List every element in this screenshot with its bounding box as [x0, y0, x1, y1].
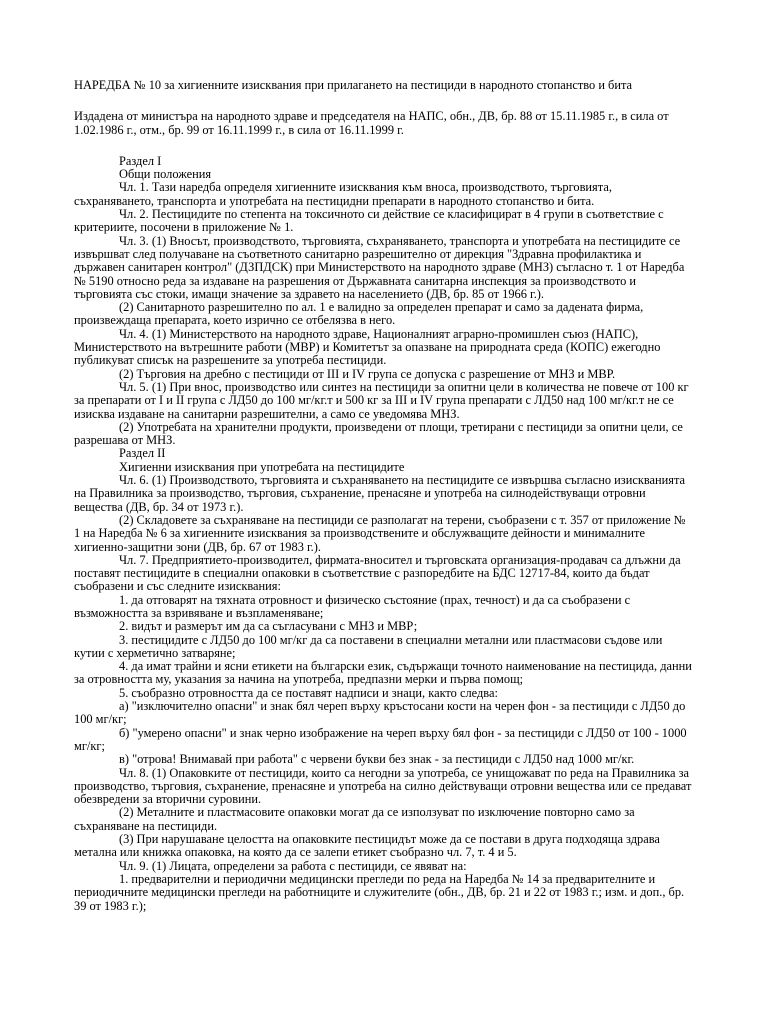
list-item: б) "умерено опасни" и знак черно изображение на череп върху бял фон - за пестициди с ЛД50 от 100 - 1000 мг/кг; [74, 725, 687, 753]
article-paragraph: (2) Металните и пластмасовите опаковки могат да се използуват по изключение повторно само за съхраняване на пестициди. [74, 805, 635, 833]
article-paragraph: (2) Употребата на хранителни продукти, произведени от площи, третирани с пестициди за опитни цели, се разрешава от МНЗ. [74, 419, 683, 448]
article-paragraph: (2) Складовете за съхраняване на пестициди се разполагат на терени, съобразени с т. 357 от приложение № 1 на Наредба № 6 за хигиенните изисквания за производствените и обслужващите дейности и минималните хигиенно-защитни зони (ДВ, бр. 67 от 1983 г.). [74, 512, 686, 554]
section-heading: Раздел II [119, 446, 166, 461]
article-paragraph: Чл. 6. (1) Производството, търговията и съхраняването на пестицидите се извършва съгласно изискванията на Правилника за производство, търговия, съхранение, пренасяне и употреба на силнодействуващи отровни вещества (ДВ, бр. 34 от 1973 г.). [74, 473, 686, 514]
article-paragraph: (2) Търговия на дребно с пестициди от III и IV група се допуска с разрешение от МНЗ и МВР. [119, 366, 616, 381]
article-paragraph: Чл. 5. (1) При внос, производство или синтез на пестициди за опитни цели в количества не повече от 100 кг за препарати от I и II група с ЛД50 до 100 мг/кг.т и 500 кг за III и IV група препарати с ЛД50 над 100 мг/кг.т не се изисква издаване на санитарни разрешителни, а само се уведомява МНЗ. [74, 379, 689, 421]
article-paragraph: (3) При нарушаване целостта на опаковките пестицидът може да се постави в друга подходяща здрава метална или книжка опаковка, на която да се залепи етикет съобразно чл. 7, т. 4 и 5. [74, 832, 660, 860]
article-paragraph: Чл. 7. Предприятието-производител, фирмата-вносител и търговската организация-продавач са длъжни да поставят пестицидите в специални опаковки в съответствие с разпоредбите на БДС 12717-84, които да бъдат съобразени и със следните изисквания: [74, 552, 681, 594]
document-issuer: Издадена от министъра на народното здраве и председателя на НАПС, обн., ДВ, бр. 88 от 15.11.1985 г., в сила от 1.02.1986 г., отм., бр. 99 от 16.11.1999 г., в сила от 16.11.1999 г. [74, 109, 669, 137]
list-item: в) "отрова! Внимавай при работа" с червени букви без знак - за пестициди с ЛД50 над 1000 мг/кг. [119, 752, 635, 767]
list-item: 2. видът и размерът им да са съгласувани с МНЗ и МВР; [119, 619, 418, 634]
article-paragraph: (2) Санитарното разрешително по ал. 1 е валидно за определен препарат и само за дадената фирма, произвеждаща препарата, което изрично се отбелязва в него. [74, 300, 644, 328]
list-item: а) "изключително опасни" и знак бял череп върху кръстосани кости на черен фон - за пестициди с ЛД50 до 100 мг/кг; [74, 699, 686, 727]
article-paragraph: Чл. 4. (1) Министерството на народното здраве, Националният аграрно-промишлен съюз (НАПС), Министерството на вътрешните работи (МВР) и Комитетът за опазване на природната среда (КОПС) ежегодно публикуват списък на разрешените за употреба пестициди. [74, 326, 661, 368]
article-paragraph: Чл. 1. Тази наредба определя хигиенните изисквания към вноса, производството, търговията, съхраняването, транспорта и употребата на пестицидни препарати в народното стопанство и бита. [74, 180, 612, 208]
section-heading: Общи положения [119, 167, 212, 182]
section-heading: Хигиенни изисквания при употребата на пестицидите [119, 459, 405, 474]
document-title: НАРЕДБА № 10 за хигиенните изисквания при прилагането на пестициди в народното стопанство и бита [74, 78, 633, 92]
list-item: 5. съобразно отровността да се поставят надписи и знаци, както следва: [119, 685, 498, 700]
article-paragraph: Чл. 8. (1) Опаковките от пестициди, които са негодни за употреба, се унищожават по реда на Правилника за производство, търговия, съхранение, пренасяне и употреба на силно действуващи отровни вещества или се предават обезвредени за вторични суровини. [74, 765, 692, 807]
article-paragraph: Чл. 2. Пестицидите по степента на токсичното си действие се класифицират в 4 групи в съответствие с критериите, посочени в приложение № 1. [74, 207, 664, 235]
list-item: 1. да отговарят на тяхната отровност и физическо състояние (прах, течност) и да са съобразени с възможността за взривяване и възпламеняване; [74, 592, 631, 620]
article-paragraph: Чл. 3. (1) Вносът, производството, търговията, съхраняването, транспорта и употребата на пестицидите се извършват след получаване на съответното санитарно разрешително от дирекция "Здравна профилактика и държавен санитарен контрол" (ДЗПДСК) при Министерството на народното здраве (МНЗ) съгласно т. 1 от Наредба № 5190 относно реда за издаване на разрешения от Държавната санитарна инспекция за производството и търговията със стоки, имащи значение за здравето на населението (ДВ, бр. 85 от 1966 г.). [74, 233, 685, 301]
article-paragraph: Чл. 9. (1) Лицата, определени за работа с пестициди, се явяват на: [119, 858, 467, 873]
document-body [74, 155, 694, 913]
list-item: 3. пестицидите с ЛД50 до 100 мг/кг да са поставени в специални метални или пластмасови съдове или кутии с херметично затваряне; [74, 632, 663, 660]
list-item: 1. предварителни и периодични медицински прегледи по реда на Наредба № 14 за предварителните и периодичните медицински прегледи на работниците и служителите (обн., ДВ, бр. 21 и 22 от 1983 г.; изм. и доп., бр. 39 от 1983 г.); [74, 871, 685, 913]
section-heading: Раздел I [119, 153, 162, 168]
list-item: 4. да имат трайни и ясни етикети на български език, съдържащи точното наименование на пестицида, данни за отровността му, указания за начина на употреба, предпазни мерки и първа помощ; [74, 659, 692, 687]
